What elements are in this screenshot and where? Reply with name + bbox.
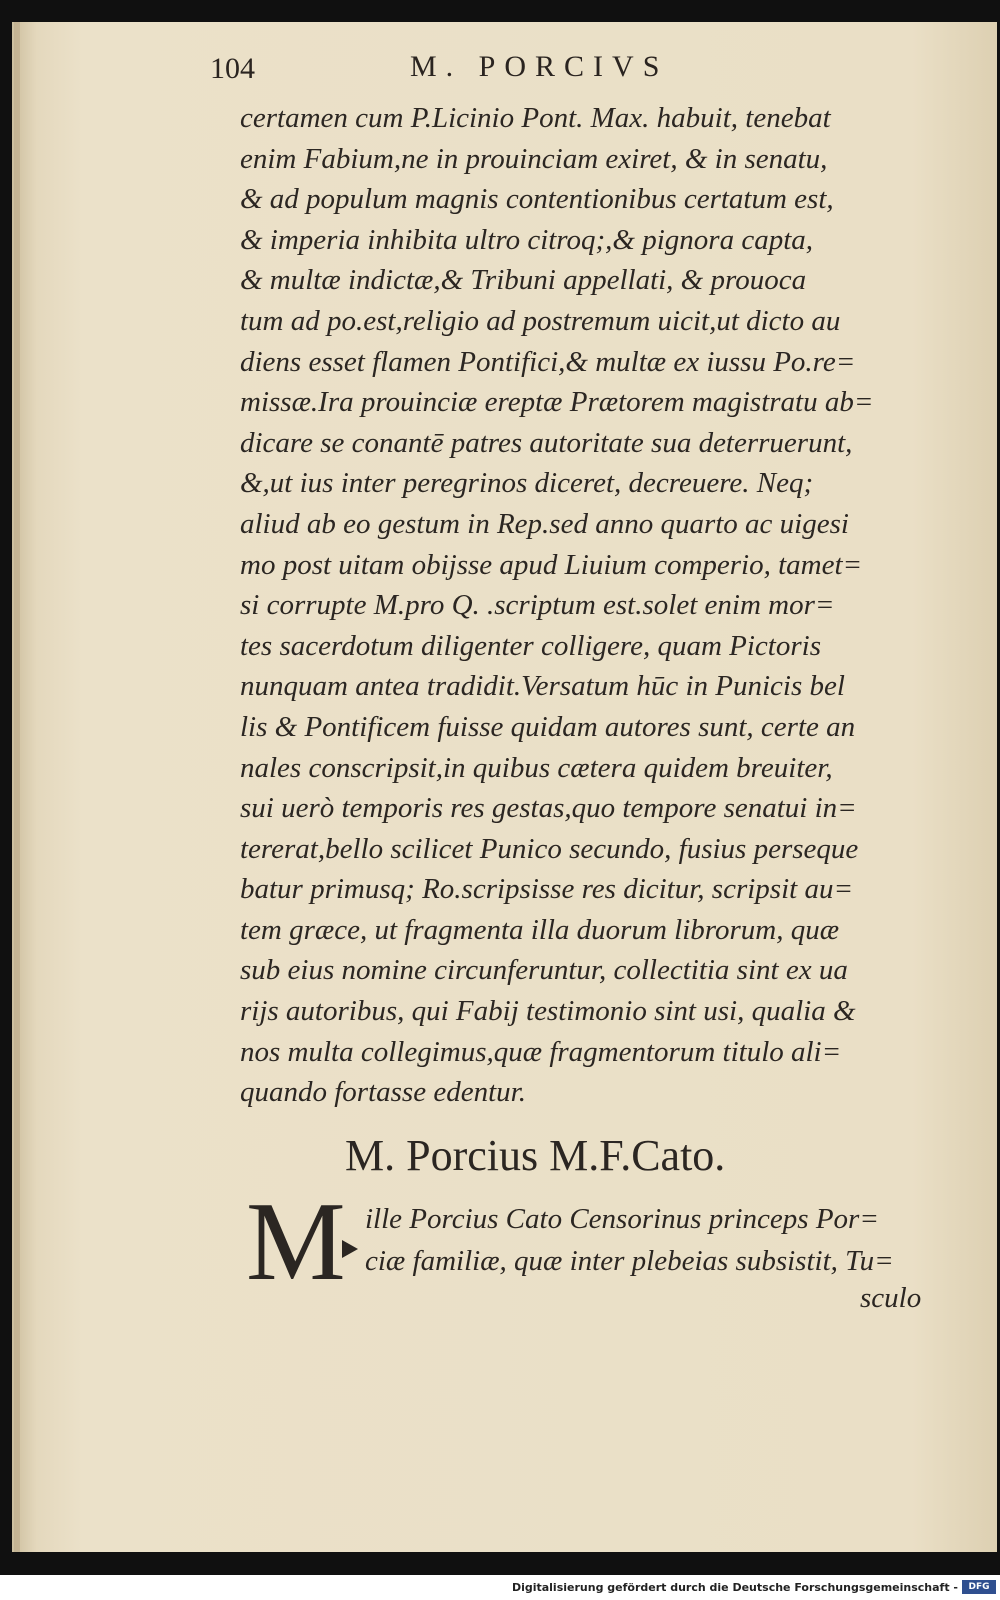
text-line: nos multa collegimus,quæ fragmentorum titulo ali= <box>240 1035 842 1068</box>
text-line: & ad populum magnis contentionibus certatum est, <box>240 183 834 216</box>
text-line: & multæ indictæ,& Tribuni appellati, & prouoca <box>240 264 807 297</box>
text-line: & imperia inhibita ultro citroq;,& pignora capta, <box>240 223 814 256</box>
text-line: sui uerò temporis res gestas,quo tempore senatui in= <box>240 792 857 825</box>
footer-bar <box>0 1575 1000 1600</box>
body-paragraph <box>240 98 940 1113</box>
text-line: tererat,bello scilicet Punico secundo, fusius perseque <box>240 832 859 865</box>
text-line: lis & Pontificem fuisse quidam autores sunt, certe an <box>240 710 856 743</box>
text-line: certamen cum P.Licinio Pont. Max. habuit, tenebat <box>240 102 831 134</box>
catchword: sculo <box>860 1282 922 1314</box>
page-header <box>210 50 930 90</box>
text-line: rijs autoribus, qui Fabij testimonio sint usi, qualia & <box>240 995 856 1028</box>
second-paragraph <box>365 1198 940 1282</box>
text-line: batur primusq; Ro.scripsisse res dicitur, scripsit au= <box>240 873 854 906</box>
text-line: tem græce, ut fragmenta illa duorum librorum, quæ <box>240 913 840 946</box>
text-line: tum ad po.est,religio ad postremum uicit,ut dicto au <box>240 304 841 337</box>
text-line: nales conscripsit,in quibus cætera quidem breuiter, <box>240 751 833 784</box>
page-gutter-edge <box>14 22 20 1552</box>
text-line: tes sacerdotum diligenter colligere, quam Pictoris <box>240 629 821 662</box>
drop-cap: M <box>246 1180 346 1304</box>
text-line: ille Porcius Cato Censorinus princeps Por= <box>365 1203 879 1235</box>
text-line: &,ut ius inter peregrinos diceret, decreuere. Neq; <box>240 467 814 500</box>
text-line: ciæ familiæ, quæ inter plebeias subsistit, Tu= <box>365 1245 894 1277</box>
text-line: mo post uitam obijsse apud Liuium comperio, tamet= <box>240 548 863 581</box>
text-line: sub eius nomine circunferuntur, collectitia sint ex ua <box>240 954 848 987</box>
text-line: dicare se conantē patres autoritate sua deterruerunt, <box>240 426 853 459</box>
pointer-arrow-icon <box>342 1240 358 1258</box>
text-line: nunquam antea tradidit.Versatum hūc in Punicis bel <box>240 670 845 703</box>
section-heading: M. Porcius M.F.Cato. <box>345 1131 726 1180</box>
text-line: diens esset flamen Pontifici,& multæ ex iussu Po.re= <box>240 345 856 378</box>
text-line: quando fortasse edentur. <box>240 1076 526 1109</box>
footer-credit: Digitalisierung gefördert durch die Deutsche Forschungsgemeinschaft - <box>511 1581 958 1594</box>
running-title: M. PORCIVS <box>410 50 669 83</box>
page-number: 104 <box>210 52 255 85</box>
text-line: enim Fabium,ne in prouinciam exiret, & in senatu, <box>240 142 828 175</box>
text-line: missæ.Ira prouinciæ ereptæ Prætorem magistratu ab= <box>240 386 874 419</box>
dfg-logo: DFG <box>962 1580 996 1594</box>
text-line: aliud ab eo gestum in Rep.sed anno quarto ac uigesi <box>240 507 849 540</box>
text-line: si corrupte M.pro Q. .scriptum est.solet enim mor= <box>240 589 835 622</box>
